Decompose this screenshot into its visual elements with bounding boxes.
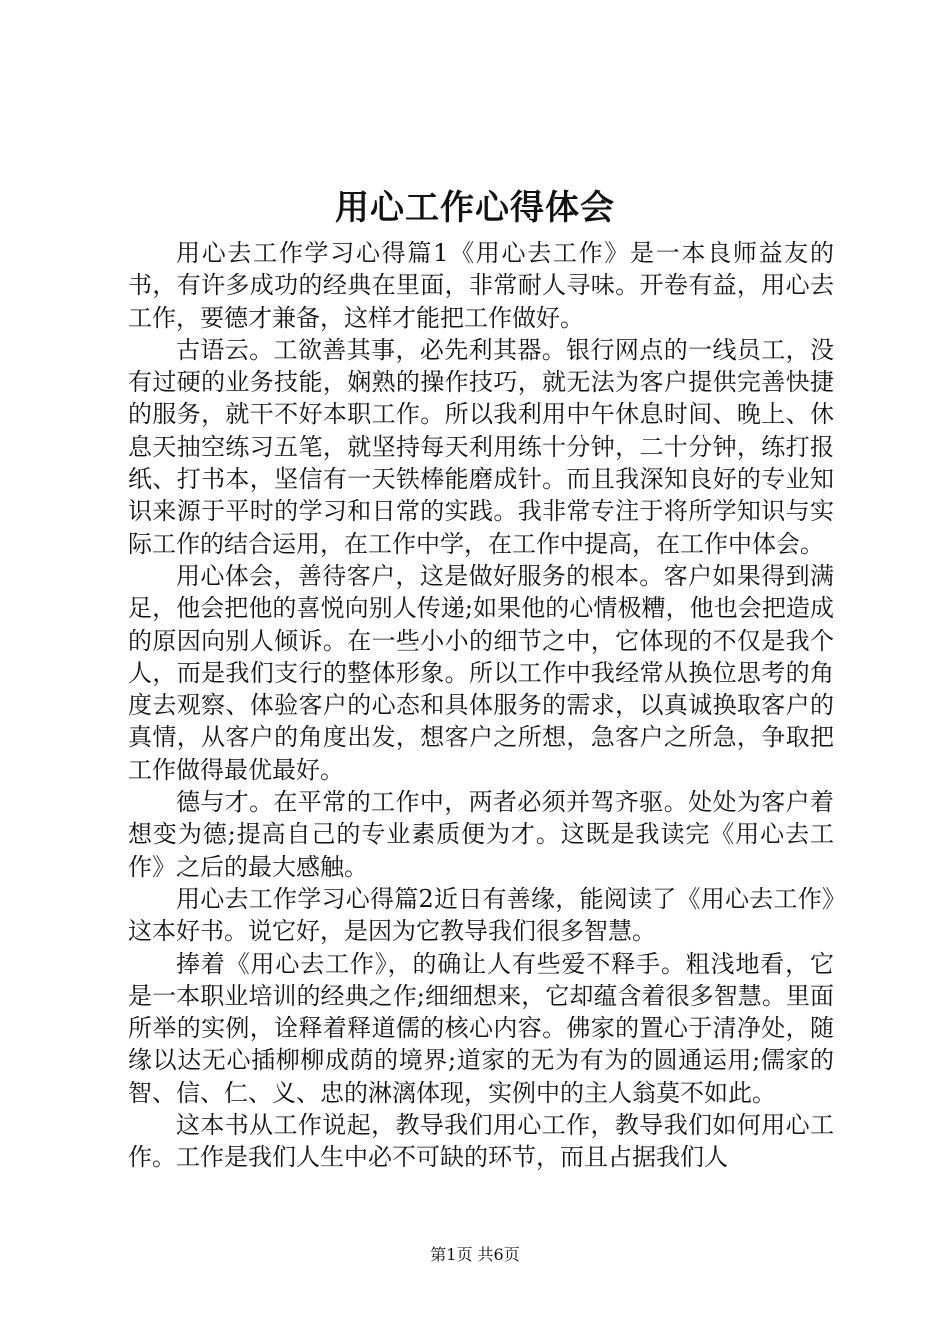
page-footer: 第1页 共6页 <box>430 1245 520 1264</box>
paragraph: 捧着《用心去工作》，的确让人有些爱不释手。粗浅地看，它是一本职业培训的经典之作;细细想来，它却蕴含着很多智慧。里面所举的实例，诠释着释道儒的核心内容。佛家的置心于清净处，随缘以达无心插柳柳成荫的境界;道家的无为有为的圆通运用;儒家的智、信、仁、义、忠的淋漓体现，实例中的主人翁莫不如此。 <box>128 949 834 1107</box>
document-body <box>128 237 834 1174</box>
document-title: 用心工作心得体会 <box>335 188 615 228</box>
paragraph: 用心体会，善待客户，这是做好服务的根本。客户如果得到满足，他会把他的喜悦向别人传递;如果他的心情极糟，他也会把造成的原因向别人倾诉。在一些小小的细节之中，它体现的不仅是我个人，而是我们支行的整体形象。所以工作中我经常从换位思考的角度去观察、体验客户的心态和具体服务的需求，以真诚换取客户的真情，从客户的角度出发，想客户之所想，急客户之所急，争取把工作做得最优最好。 <box>128 561 834 784</box>
paragraph: 用心去工作学习心得篇1《用心去工作》是一本良师益友的书，有许多成功的经典在里面，非常耐人寻味。开卷有益，用心去工作，要德才兼备，这样才能把工作做好。 <box>128 239 834 332</box>
paragraph: 德与才。在平常的工作中，两者必须并驾齐驱。处处为客户着想变为德;提高自己的专业素质便为才。这既是我读完《用心去工作》之后的最大感触。 <box>128 788 834 881</box>
paragraph: 古语云。工欲善其事，必先利其器。银行网点的一线员工，没有过硬的业务技能，娴熟的操作技巧，就无法为客户提供完善快捷的服务，就干不好本职工作。所以我利用中午休息时间、晚上、休息天抽空练习五笔，就坚持每天利用练十分钟，二十分钟，练打报纸、打书本，坚信有一天铁棒能磨成针。而且我深知良好的专业知识来源于平时的学习和日常的实践。我非常专注于将所学知识与实际工作的结合运用，在工作中学，在工作中提高，在工作中体会。 <box>128 335 834 558</box>
paragraph: 这本书从工作说起，教导我们用心工作，教导我们如何用心工作。工作是我们人生中必不可缺的环节，而且占据我们人 <box>128 1111 834 1172</box>
paragraph: 用心去工作学习心得篇2近日有善缘，能阅读了《用心去工作》这本好书。说它好，是因为它教导我们很多智慧。 <box>128 884 834 946</box>
